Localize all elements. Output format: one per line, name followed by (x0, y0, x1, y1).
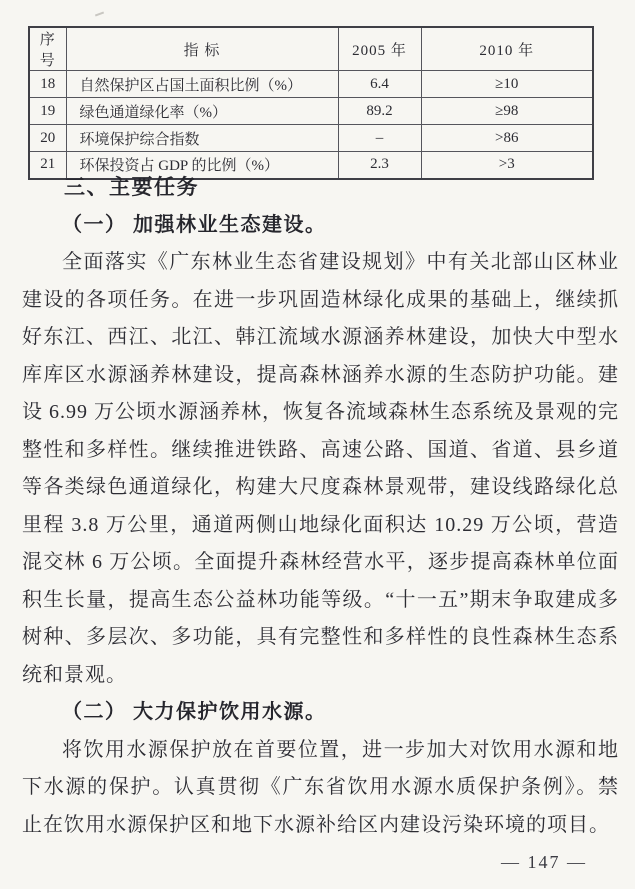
page-number: — 147 — (501, 852, 587, 872)
cell-indicator: 自然保护区占国土面积比例（%） (66, 71, 338, 98)
cell-no: 19 (29, 98, 66, 125)
cell-indicator: 环保投资占 GDP 的比例（%） (66, 152, 338, 179)
scan-artifact (95, 12, 104, 17)
section-heading: 三、主要任务 (64, 176, 199, 199)
cell-2010: ≥10 (421, 71, 593, 98)
cell-no: 18 (29, 71, 66, 98)
cell-2005: – (338, 125, 421, 152)
table-row (29, 125, 593, 152)
header-indicator: 指 标 (66, 27, 338, 71)
table-row (29, 98, 593, 125)
header-no: 序号 (29, 27, 66, 71)
cell-2010: ≥98 (421, 98, 593, 125)
table-row (29, 71, 593, 98)
indicator-table (28, 26, 594, 180)
cell-2005: 6.4 (338, 71, 421, 98)
cell-indicator: 环境保护综合指数 (66, 125, 338, 152)
paragraph-forestry-ecology: 全面落实《广东林业生态省建设规划》中有关北部山区林业建设的各项任务。在进一步巩固造林绿化成果的基础上，继续抓好东江、西江、北江、韩江流域水源涵养林建设，加快大中型水库库区水源涵养林建设，提高森林涵养水源的生态防护功能。建设 6.99 万公顷水源涵养林，恢复各流域森林生态系统及景观的完整性和多样性。继续推进铁路、高速公路、国道、省道、县乡道等各类绿色通道绿化，构建大尺度森林景观带，建设线路绿化总里程 3.8 万公里，通道两侧山地绿化面积达 10.29 万公顷，营造混交林 6 万公顷。全面提升森林经营水平，逐步提高森林单位面积生长量，提高生态公益林功能等级。“十一五”期末争取建成多树种、多层次、多功能，具有完整性和多样性的良性森林生态系统和景观。 (22, 251, 619, 686)
cell-no: 21 (29, 152, 66, 179)
header-2010: 2010 年 (421, 27, 593, 71)
cell-indicator: 绿色通道绿化率（%） (66, 98, 338, 125)
cell-2005: 89.2 (338, 98, 421, 125)
cell-2005: 2.3 (338, 152, 421, 179)
cell-2010: >86 (421, 125, 593, 152)
subsection-1-heading: （一） 加强林业生态建设。 (62, 213, 327, 236)
header-2005: 2005 年 (338, 27, 421, 71)
cell-2010: >3 (421, 152, 593, 179)
paragraph-drinking-water: 将饮用水源保护放在首要位置，进一步加大对饮用水源和地下水源的保护。认真贯彻《广东省饮用水源水质保护条例》。禁止在饮用水源保护区和地下水源补给区内建设污染环境的项目。 (22, 738, 619, 836)
document-body (22, 169, 619, 844)
cell-no: 20 (29, 125, 66, 152)
table-header-row (29, 27, 593, 71)
subsection-2-heading: （二） 大力保护饮用水源。 (62, 701, 327, 723)
